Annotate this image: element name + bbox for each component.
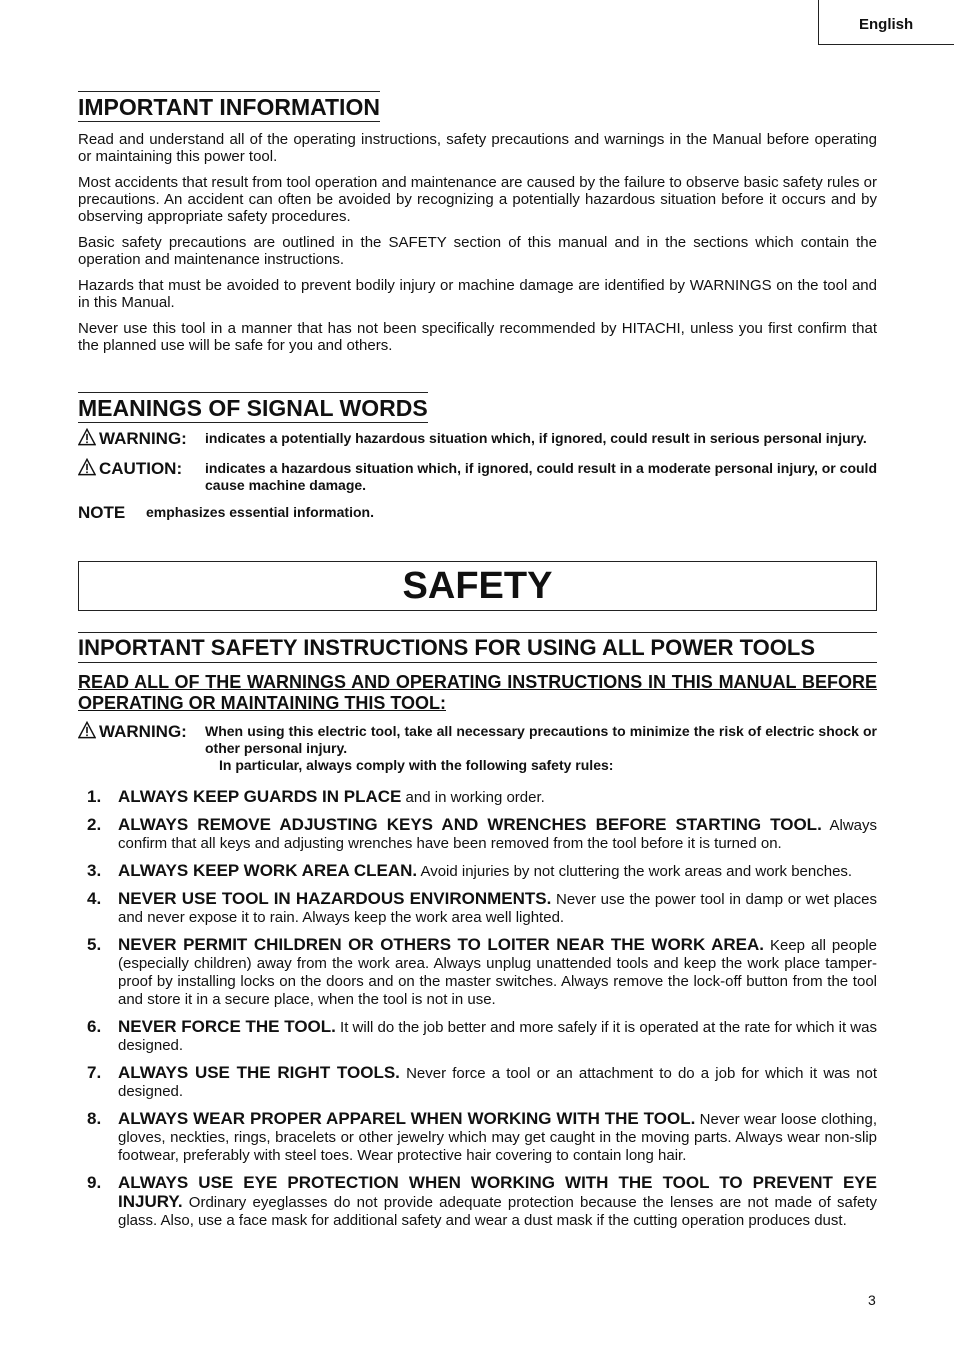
note-term: NOTE (78, 503, 126, 522)
rule-heading: ALWAYS KEEP GUARDS IN PLACE (118, 787, 402, 806)
page-content (78, 91, 877, 1239)
rule-number: 7. (87, 1063, 102, 1082)
rule-body: Never force a tool or an attachment to do a job for which it was not designed. (118, 1065, 878, 1100)
safety-title: SAFETY (402, 565, 553, 607)
rule-heading: ALWAYS USE THE RIGHT TOOLS. (118, 1063, 400, 1082)
safety-rule (78, 788, 877, 807)
rule-text (118, 1174, 877, 1230)
warning-description: indicates a potentially hazardous situation which, if ignored, could result in serious personal injury. (205, 430, 867, 446)
rule-number: 2. (87, 815, 102, 834)
rule-number: 9. (87, 1173, 102, 1192)
safety-title-box (78, 561, 877, 611)
important-information-heading: IMPORTANT INFORMATION (78, 91, 380, 122)
rule-number: 4. (87, 889, 102, 908)
rule-text (118, 936, 877, 1009)
rule-number: 8. (87, 1109, 102, 1128)
rule-body: Keep all people (especially children) away from the work area. Always unplug unattended tools and keep the work place tamper-proof by installing locks on the doors and on the master switches. Always remove the lock-off button from the tool and store it in a secure place, when the tool is not in use. (118, 937, 877, 1008)
important-paragraph-1: Read and understand all of the operating instructions, safety precautions and warnings in the Manual before operating or maintaining this power tool. (78, 131, 877, 165)
rule-body: Never use the power tool in damp or wet places and never expose it to rain. Always keep the work area well lighted. (118, 891, 878, 926)
rule-heading: NEVER PERMIT CHILDREN OR OTHERS TO LOITER NEAR THE WORK AREA. (118, 935, 765, 954)
rule-heading: NEVER FORCE THE TOOL. (118, 1017, 336, 1036)
warning-triangle-icon (78, 428, 96, 446)
power-tools-heading: INPORTANT SAFETY INSTRUCTIONS FOR USING ALL POWER TOOLS (78, 632, 877, 663)
safety-rule (78, 862, 877, 881)
language-tab (818, 0, 954, 45)
safety-rule (78, 1064, 877, 1101)
rule-text (118, 816, 877, 853)
rule-heading: ALWAYS REMOVE ADJUSTING KEYS AND WRENCHES BEFORE STARTING TOOL. (118, 815, 822, 834)
important-paragraph-5: Never use this tool in a manner that has not been specifically recommended by HITACHI, unless you first confirm that the planned use will be safe for you and others. (78, 320, 877, 354)
page-number: 3 (868, 1292, 876, 1308)
note-description: emphasizes essential information. (146, 504, 374, 520)
rule-body: Never wear loose clothing, gloves, neckties, rings, bracelets or other jewelry which may get caught in the moving parts. Always wear non-slip footwear, preferably with steel toes. Wear protective hair covering to contain long hair. (118, 1111, 877, 1164)
rule-text (118, 1110, 877, 1165)
rule-text (118, 788, 877, 807)
safety-rule (78, 936, 877, 1009)
important-paragraph-4: Hazards that must be avoided to prevent bodily injury or machine damage are identified by WARNINGS on the tool and in this Manual. (78, 277, 877, 311)
rule-body: Ordinary eyeglasses do not provide adequate protection because the lenses are not made of safety glass. Also, use a face mask for additional safety and wear a dust mask if the cutting operation produces dust. (118, 1194, 877, 1229)
rule-number: 5. (87, 935, 102, 954)
signal-note (78, 502, 877, 523)
rule-number: 3. (87, 861, 102, 880)
rule-text (118, 1064, 877, 1101)
signal-caution (78, 458, 877, 494)
caution-triangle-icon (78, 458, 96, 476)
rule-body: It will do the job better and more safely if it is operated at the rate for which it was designed. (118, 1019, 877, 1054)
safety-rules-list (78, 788, 877, 1230)
read-all-warnings: READ ALL OF THE WARNINGS AND OPERATING INSTRUCTIONS IN THIS MANUAL BEFORE OPERATING OR MAINTAINING THIS TOOL: (78, 672, 877, 713)
rule-heading: NEVER USE TOOL IN HAZARDOUS ENVIRONMENTS. (118, 889, 552, 908)
safety-warning-term: WARNING: (99, 722, 187, 741)
safety-rule (78, 1018, 877, 1055)
safety-rule (78, 1110, 877, 1165)
signal-words-heading: MEANINGS OF SIGNAL WORDS (78, 392, 428, 423)
important-paragraph-2: Most accidents that result from tool operation and maintenance are caused by the failure to observe basic safety rules or precautions. An accident can often be avoided by recognizing a potentially hazardous situation before it occurs and by observing appropriate safety procedures. (78, 174, 877, 225)
safety-rule (78, 816, 877, 853)
safety-warning (78, 721, 877, 774)
safety-warning-line-2: In particular, always comply with the following safety rules: (219, 757, 614, 773)
signal-warning (78, 428, 877, 449)
rule-text (118, 862, 877, 881)
important-paragraph-3: Basic safety precautions are outlined in the SAFETY section of this manual and in the sections which contain the operation and maintenance instructions. (78, 234, 877, 268)
rule-body: Always confirm that all keys and adjusting wrenches have been removed from the tool before it is turned on. (118, 817, 877, 852)
warning-triangle-icon (78, 721, 96, 739)
rule-number: 1. (87, 787, 102, 806)
safety-rule (78, 890, 877, 927)
safety-warning-line-1: When using this electric tool, take all necessary precautions to minimize the risk of electric shock or other personal injury. (205, 723, 877, 756)
language-label: English (859, 16, 914, 33)
rule-heading: ALWAYS USE EYE PROTECTION WHEN WORKING WITH THE TOOL TO PREVENT EYE INJURY. (118, 1173, 877, 1211)
rule-body: Avoid injuries by not cluttering the work areas and work benches. (417, 863, 853, 880)
rule-body: and in working order. (401, 789, 545, 806)
rule-heading: ALWAYS KEEP WORK AREA CLEAN. (118, 861, 418, 880)
safety-rule (78, 1174, 877, 1230)
rule-heading: ALWAYS WEAR PROPER APPAREL WHEN WORKING WITH THE TOOL. (118, 1109, 696, 1128)
caution-term: CAUTION: (99, 459, 183, 478)
rule-number: 6. (87, 1017, 102, 1036)
warning-term: WARNING: (99, 429, 187, 448)
caution-description: indicates a hazardous situation which, if ignored, could result in a moderate personal injury, or could cause machine damage. (205, 460, 877, 493)
rule-text (118, 890, 877, 927)
rule-text (118, 1018, 877, 1055)
